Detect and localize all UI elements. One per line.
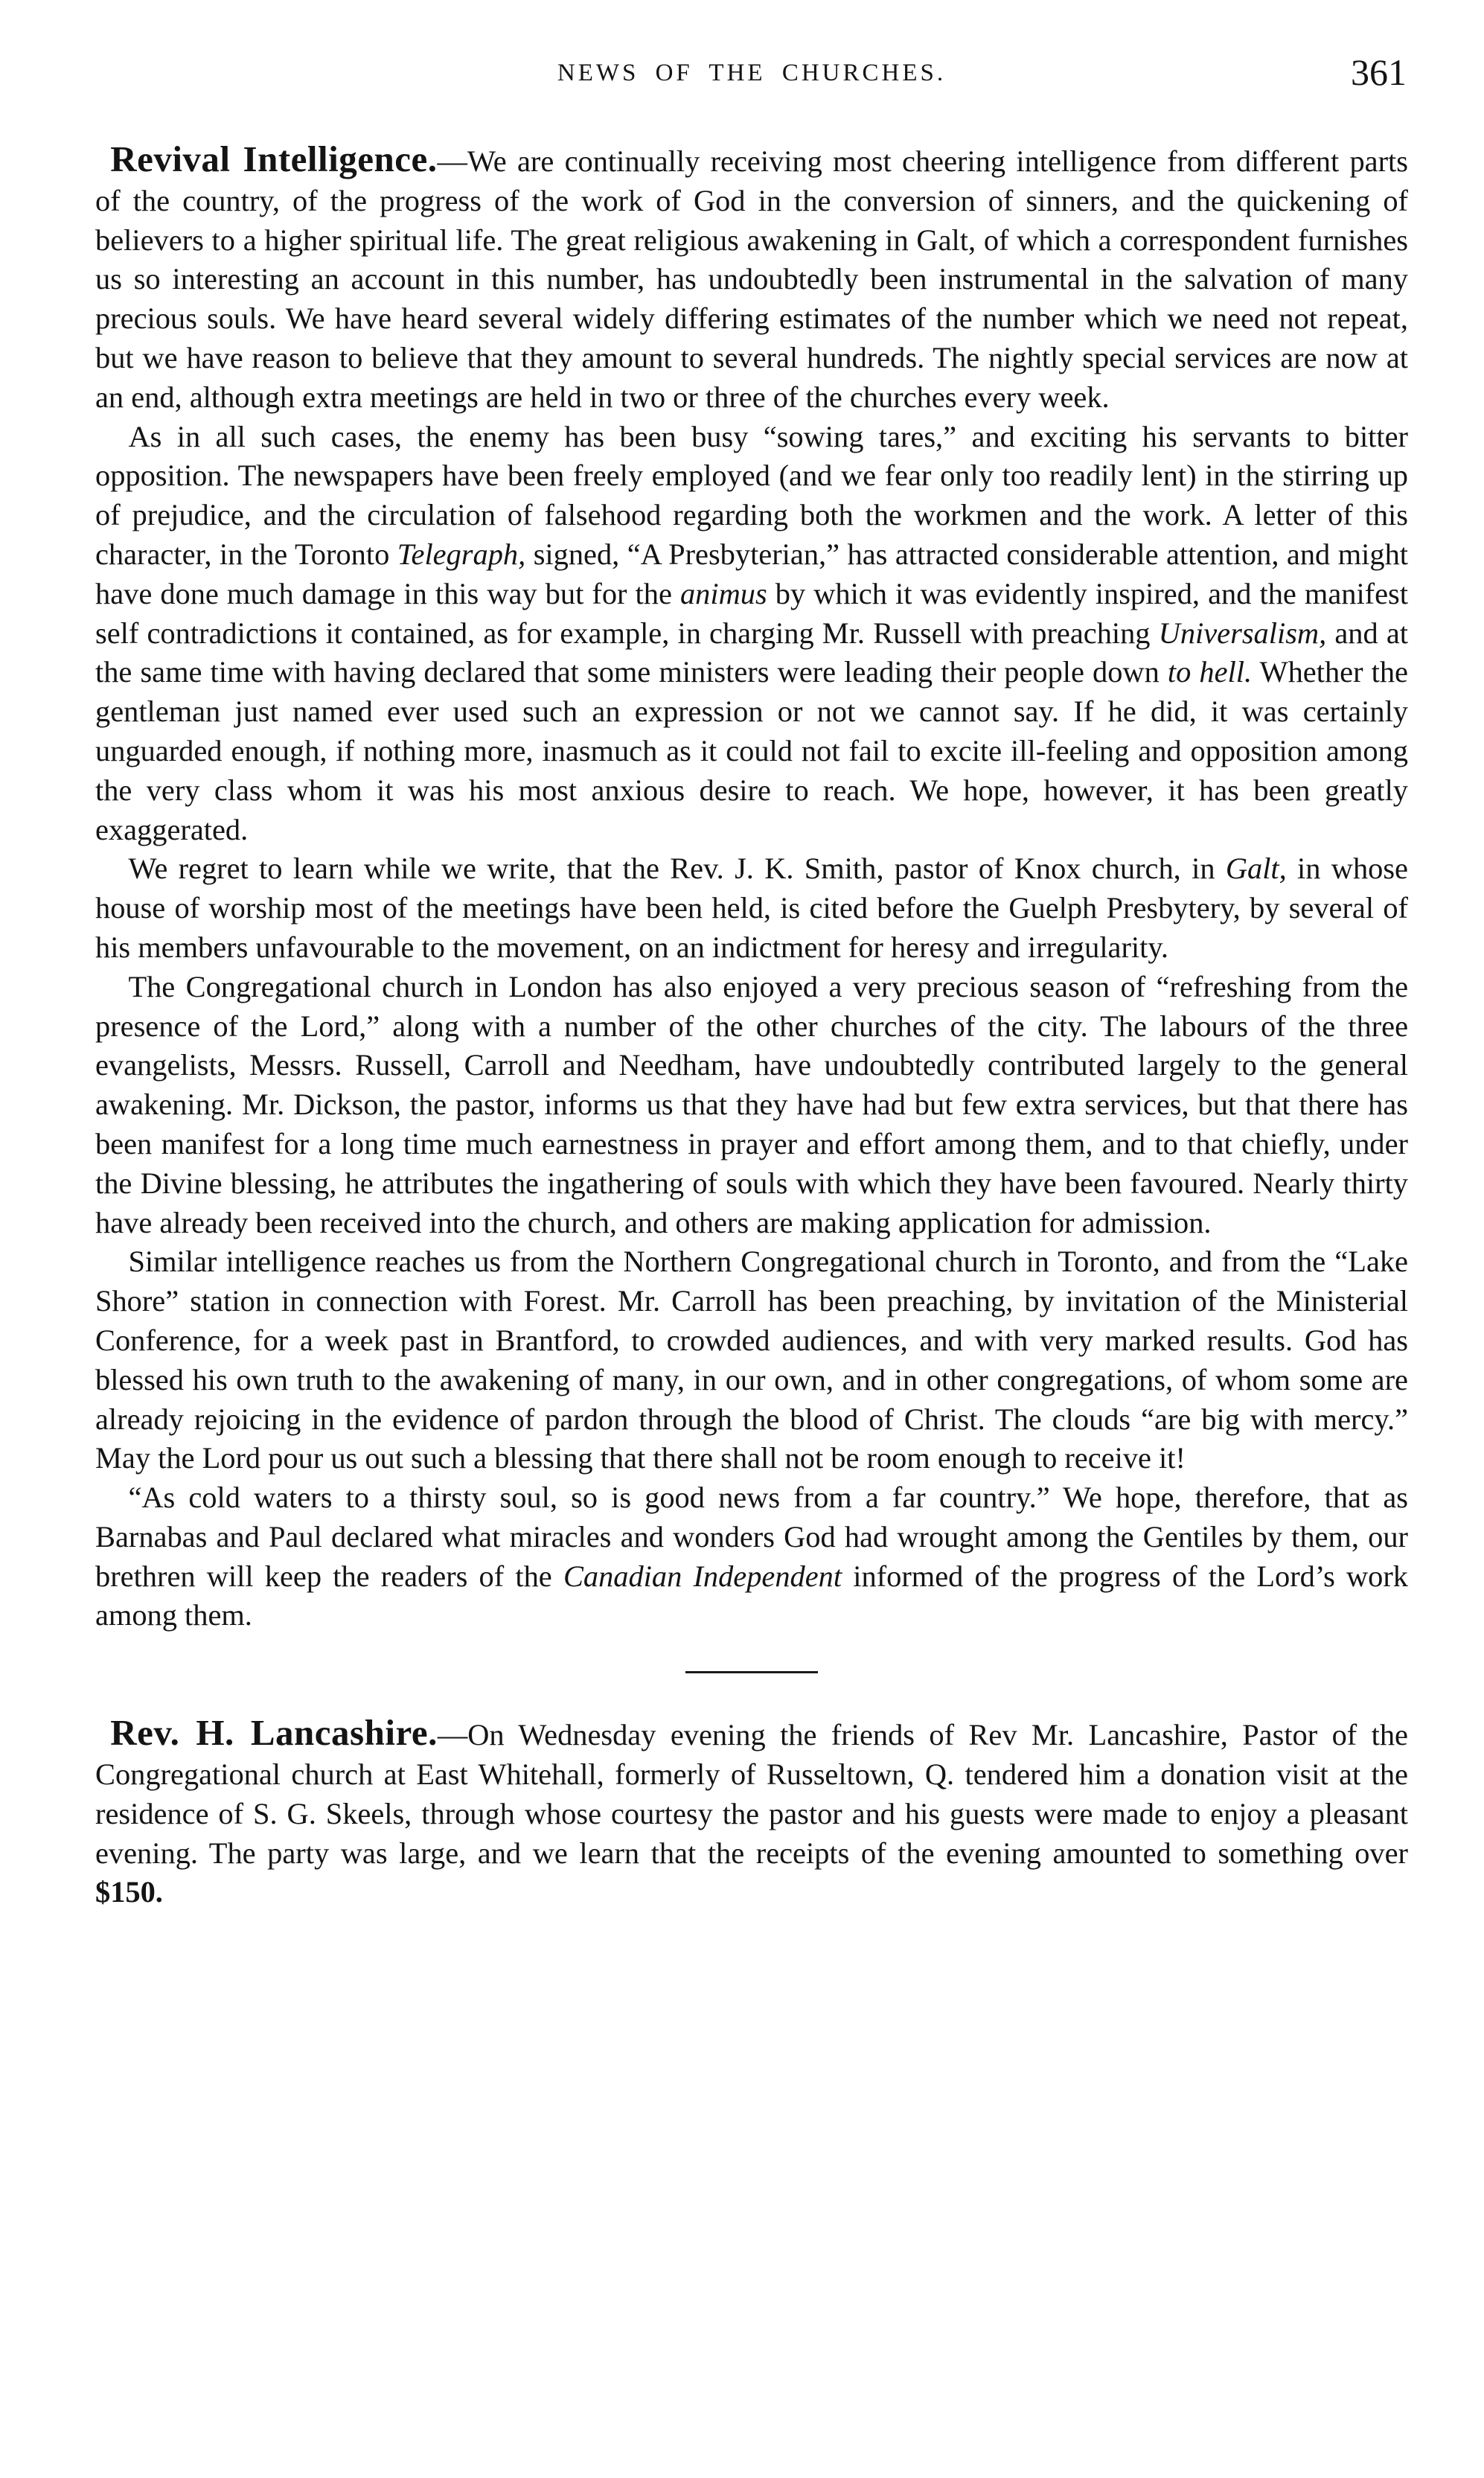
- running-head: [97, 51, 1407, 103]
- paragraph-rev-smith: [95, 849, 1408, 967]
- paragraph-text: and at the same time with having declared that some ministers were leading their people down: [95, 616, 1408, 689]
- running-title: NEWS OF THE CHURCHES.: [557, 60, 947, 86]
- paragraph-text: Whether the gentleman just named ever used such an expression or not we cannot say. If he did, it was certainly unguarded enough, if nothing more, inasmuch as it could not fail to excite ill-feeling and opposition among the very class whom it was his most anxious desire to reach. We hope, however, it has been greatly exaggerated.: [95, 655, 1408, 846]
- paragraph-revival-intro: [95, 140, 1408, 418]
- paragraph-text: “As cold waters to a thirsty soul, so is good news from a far country.” We hope, therefore, that as Barnabas and Paul declared what miracles and wonders God had wrought among the Gentiles by them, our brethren will keep the readers of the: [95, 1481, 1408, 1593]
- section-heading-lancashire: Rev. H. Lancashire.: [110, 1712, 438, 1754]
- paragraph-text: We regret to learn while we write, that the Rev. J. K. Smith, pastor of Knox church, in: [128, 852, 1226, 886]
- paragraph-london-church: [95, 968, 1408, 1243]
- italic-text: animus: [679, 576, 767, 610]
- section-divider: [685, 1671, 818, 1673]
- paragraph-lancashire: [95, 1714, 1408, 1912]
- italic-text: Telegraph,: [397, 537, 526, 571]
- italic-text: Galt,: [1225, 852, 1287, 886]
- paragraph-good-news: [95, 1478, 1408, 1635]
- paragraph-text: —On Wednesday evening the friends of Rev Mr. Lancashire, Pastor of the Congregational church at East Whitehall, formerly of Russeltown, Q. tendered him a donation visit at the residence of S. G. Skeels, through whose courtesy the pastor and his guests were made to enjoy a pleasant evening. The party was large, and we learn that the receipts of the evening amounted to something over: [95, 1718, 1408, 1870]
- italic-text: Canadian Independent: [563, 1559, 842, 1593]
- paragraph-text: Similar intelligence reaches us from the Northern Congregational church in Toronto, and from the “Lake Shore” station in connection with Forest. Mr. Carroll has been preaching, by invitation of the Ministerial Conference, for a week past in Brantford, to crowded audiences, and with very marked results. God has blessed his own truth to the awakening of many, in our own, and in other congregations, of whom some are already rejoicing in the evidence of pardon through the blood of Christ. The clouds “are big with mercy.” May the Lord pour us out such a blessing that there shall not be room enough to receive it!: [95, 1245, 1408, 1475]
- section-heading-revival: Revival Intelligence.: [110, 138, 438, 179]
- paragraph-text: signed, “A Presbyterian,” has attracted considerable attention, and might have done much damage in this way but for the: [95, 537, 1408, 610]
- paragraph-text: informed of the progress of the Lord’s work among them.: [95, 1559, 1408, 1632]
- page-number: 361: [1351, 51, 1407, 93]
- paragraph-enemy: [95, 418, 1408, 850]
- article-body: [95, 140, 1408, 1912]
- bold-text: $150.: [95, 1875, 163, 1909]
- paragraph-toronto-intelligence: [95, 1242, 1408, 1478]
- paragraph-text: —We are continually receiving most cheering intelligence from different parts of the country, of the progress of the work of God in the conversion of sinners, and the quickening of believers to a higher spiritual life. The great religious awakening in Galt, of which a correspondent furnishes us so interesting an account in this number, has undoubtedly been instrumental in the salvation of many precious souls. We have heard several widely differing estimates of the number which we need not repeat, but we have reason to believe that they amount to several hundreds. The nightly special services are now at an end, although extra meetings are held in two or three of the churches every week.: [95, 144, 1409, 414]
- paragraph-text: The Congregational church in London has also enjoyed a very precious season of “refreshing from the presence of the Lord,” along with a number of the other churches of the city. The labours of the three evangelists, Messrs. Russell, Carroll and Needham, have undoubtedly contributed largely to the general awakening. Mr. Dickson, the pastor, informs us that they have had but few extra services, but that there has been manifest for a long time much earnestness in prayer and effort among them, and to that chiefly, under the Divine blessing, he attributes the ingathering of souls with which they have been favoured. Nearly thirty have already been received into the church, and others are making application for admission.: [95, 969, 1408, 1239]
- paragraph-text: As in all such cases, the enemy has been busy “sowing tares,” and exciting his servants to bitter opposition. The newspapers have been freely employed (and we fear only too readily lent) in the stirring up of prejudice, and the circulation of falsehood regarding both the workmen and the work. A letter of this character, in the Toronto: [95, 419, 1408, 571]
- italic-text: Universalism,: [1158, 616, 1327, 650]
- paragraph-text: by which it was evidently inspired, and the manifest self contradictions it contained, as for example, in charging Mr. Russell with preaching: [95, 576, 1408, 650]
- italic-text: to hell.: [1167, 655, 1253, 689]
- paragraph-text: in whose house of worship most of the meetings have been held, is cited before the Guelph Presbytery, by several of his members unfavourable to the movement, on an indictment for heresy and irregularity.: [95, 852, 1408, 964]
